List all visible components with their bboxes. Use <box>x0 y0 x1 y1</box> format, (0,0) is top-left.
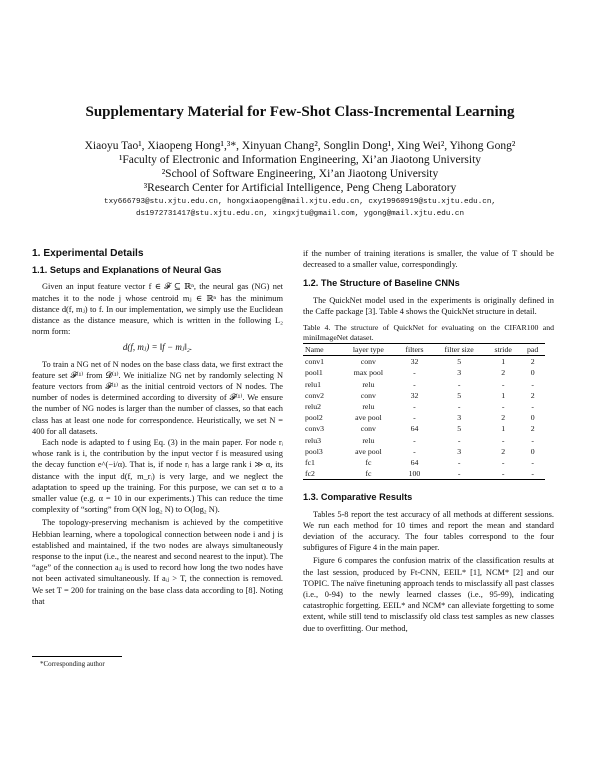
table-cell: relu <box>362 402 375 412</box>
table-cell: 5 <box>457 390 462 400</box>
subsection-heading-comparative-results: 1.3. Comparative Results <box>303 492 413 503</box>
paragraph-node-adaptation: Each node is adapted to f using Eq. (3) in the main paper. For node rᵢ whose rank is i, the contribution by the input vector f is measured using the decay function e^(−i/α). That is, if node rᵢ has a large rank i ≫ α, its distance with the input d(f, m_rᵢ) is very large, and we neglect the adaptation to speed up the training. For this purpose, we can set α to a smaller value (e.g. α = 10 in our experiments.) This can reduce the time complexity of “sorting” from O(N log₂ N) to O(log₂ N). <box>32 438 283 515</box>
table-header-cell: Name <box>303 344 340 356</box>
table-header-cell: stride <box>486 344 520 356</box>
table-cell: fc1 <box>305 458 315 468</box>
subsection-heading-baseline-cnns: 1.2. The Structure of Baseline CNNs <box>303 278 460 289</box>
table-cell: - <box>531 379 534 389</box>
table-cell: pool1 <box>305 368 323 378</box>
table-cell: 0 <box>530 446 535 456</box>
table-cell: ave pool <box>355 413 382 423</box>
paragraph-ng-intro: Given an input feature vector f ∈ 𝓕 ⊆ ℝⁿ, the neural gas (NG) net matches it to the node j whose centroid mⱼ ∈ ℝⁿ has the minimum distance d(f, mⱼ) to f. In our implementation, we simply use the Euclidean distance as the distance measure, which is written in the following L₂ norm form: <box>32 282 283 337</box>
table-cell: - <box>486 468 520 480</box>
table-cell: 3 <box>457 368 462 378</box>
table-row <box>303 390 545 401</box>
table-cell: - <box>432 468 486 480</box>
table-row <box>303 379 545 390</box>
table-cell: - <box>501 435 505 445</box>
table-cell: 0 <box>530 413 535 423</box>
table-header-cell: filters <box>397 344 433 356</box>
table-cell: - <box>531 402 534 412</box>
table-cell: 32 <box>410 357 419 367</box>
table-cell: 64 <box>410 458 419 468</box>
table-cell: relu <box>362 435 375 445</box>
table-cell: - <box>501 458 505 468</box>
table-header-cell: layer type <box>340 344 396 356</box>
table-header-row <box>303 344 545 356</box>
table-cell: - <box>501 402 505 412</box>
table-cell: - <box>413 446 416 456</box>
table-cell: - <box>413 413 416 423</box>
table-cell: - <box>413 402 416 412</box>
section-heading-experimental-details: 1. Experimental Details <box>32 248 144 259</box>
table-caption: Table 4. The structure of QuickNet for evaluating on the CIFAR100 and miniImageNet dataset. <box>303 323 554 343</box>
right-column <box>303 248 554 634</box>
table-cell: 3 <box>457 446 462 456</box>
paragraph-ng-training: To train a NG net of N nodes on the base class data, we first extract the feature set 𝓕⁽¹⁾ from 𝓓⁽¹⁾. We initialize NG net by randomly selecting N feature vectors from 𝓕⁽¹⁾ as the initial centroid vectors of N nodes. The number of nodes is determined according to diversity of 𝓕⁽¹⁾. We ensure the number of NG nodes is larger than the number of classes, so that each class has at least one node for correspondence. Heuristically, we set N = 400 for all datasets. <box>32 359 283 436</box>
table-cell: - <box>531 435 534 445</box>
table-row <box>303 468 545 480</box>
table-cell: fc <box>340 468 396 480</box>
paragraph-quicknet: The QuickNet model used in the experiments is originally defined in the Caffe package [3]. Table 4 shows the QuickNet structure in detail. <box>303 295 554 316</box>
table-cell: - <box>413 368 416 378</box>
table-cell: 32 <box>410 390 419 400</box>
table-cell: conv3 <box>305 424 325 434</box>
table-cell: 2 <box>501 413 506 423</box>
footnote-rule <box>32 656 122 657</box>
footnote-corresponding-author: *Corresponding author <box>40 660 105 668</box>
table-cell: 2 <box>501 368 506 378</box>
paragraph-confusion-matrix: Figure 6 compares the confusion matrix of the classification results at the last session, produced by Ft-CNN, EEIL* [1], NCM* [2] and our TOPIC. The naïve finetuning approach tends to misclassify all past classes (i.e., 0-94) to the newly learned classes (i.e., 95-99), indicating catastrophic forgetting. EEIL* and NCM* can alleviate forgetting to some extent, while still tend to misclassify old class test samples as new classes due to overfitting. Our method, <box>303 556 554 633</box>
email-line-2: ds1972731417@stu.xjtu.edu.cn, xingxjtu@gmail.com, ygong@mail.xjtu.edu.cn <box>135 210 465 218</box>
table-cell: - <box>501 379 505 389</box>
table-cell: - <box>413 435 416 445</box>
table-header-cell: pad <box>520 344 545 356</box>
table-cell: - <box>457 435 461 445</box>
paragraph-continuation: if the number of training iterations is smaller, the value of T should be decreased to a smaller value, correspondingly. <box>303 249 554 270</box>
table-row <box>303 423 545 434</box>
table-cell: - <box>457 379 461 389</box>
subsection-heading-neural-gas: 1.1. Setups and Explanations of Neural Gas <box>32 265 222 276</box>
table-cell: 5 <box>457 357 462 367</box>
left-column <box>32 248 283 607</box>
table-cell: ave pool <box>355 446 382 456</box>
table-cell: 2 <box>530 357 535 367</box>
table-cell: conv <box>360 357 376 367</box>
table-row <box>303 356 545 368</box>
table-cell: - <box>531 458 534 468</box>
distance-equation: d(f, mⱼ) = ‖f − mⱼ‖₂. <box>122 342 193 353</box>
table-cell: fc2 <box>303 468 340 480</box>
table-cell: 3 <box>457 413 462 423</box>
paragraph-tables-5-8: Tables 5-8 report the test accuracy of all methods at different sessions. We run each method for 10 times and report the mean and standard deviation of the accuracy. The four tables correspond to the four subfigures of Figure 4 in the main paper. <box>303 509 554 553</box>
table-cell: - <box>520 468 545 480</box>
affiliation-2: ²School of Software Engineering, Xi’an Jiaotong University <box>161 168 439 180</box>
affiliation-1: ¹Faculty of Electronic and Information Engineering, Xi’an Jiaotong University <box>118 154 482 166</box>
table-row <box>303 367 545 378</box>
table-cell: relu3 <box>305 435 322 445</box>
table-cell: relu1 <box>305 379 322 389</box>
table-row <box>303 446 545 457</box>
table-cell: 1 <box>501 357 506 367</box>
paper-title: Supplementary Material for Few-Shot Class-Incremental Learning <box>85 104 515 120</box>
email-line-1: txy666793@stu.xjtu.edu.cn, hongxiaopeng@mail.xjtu.edu.cn, cxy19960919@stu.xjtu.edu.cn, <box>104 198 496 206</box>
table-row <box>303 435 545 446</box>
table-cell: max pool <box>353 368 383 378</box>
table-cell: - <box>413 379 416 389</box>
table-cell: conv2 <box>305 390 325 400</box>
table-row <box>303 401 545 412</box>
table-cell: conv1 <box>305 357 325 367</box>
author-list: Xiaoyu Tao¹, Xiaopeng Hong¹,³*, Xinyuan Chang², Songlin Dong¹, Xing Wei², Yihong Gong² <box>84 140 516 152</box>
table-cell: - <box>457 402 461 412</box>
table-cell: 64 <box>410 424 419 434</box>
table-row <box>303 412 545 423</box>
table-cell: 1 <box>501 424 506 434</box>
table-cell: fc <box>365 458 372 468</box>
affiliation-3: ³Research Center for Artificial Intelligence, Peng Cheng Laboratory <box>143 182 457 194</box>
table-cell: pool2 <box>305 413 323 423</box>
table-row <box>303 457 545 468</box>
table-cell: relu2 <box>305 402 322 412</box>
paragraph-topology: The topology-preserving mechanism is achieved by the competitive Hebbian learning, where a topological connection between node i and j is established and maintained, if the two nodes are always simultaneously response to the input (i.e., the nearest and second nearest to the input). The “age” of the connection aᵢⱼ is used to record how long the two nodes have not been activated simultaneously. If aᵢⱼ > T, the connection is removed. We set T = 200 for training on the base class data according to [8]. Noting that <box>32 518 283 606</box>
table-cell: 0 <box>530 368 535 378</box>
table-cell: 100 <box>397 468 433 480</box>
table-cell: - <box>457 458 461 468</box>
table-cell: conv <box>360 390 376 400</box>
table-cell: 5 <box>457 424 462 434</box>
table-cell: 1 <box>501 390 506 400</box>
table-cell: 2 <box>530 424 535 434</box>
table-cell: 2 <box>501 446 506 456</box>
table-cell: 2 <box>530 390 535 400</box>
table-header-cell: filter size <box>432 344 486 356</box>
quicknet-table <box>303 343 545 480</box>
table-cell: pool3 <box>305 446 323 456</box>
table-cell: conv <box>360 424 376 434</box>
table-cell: relu <box>362 379 375 389</box>
